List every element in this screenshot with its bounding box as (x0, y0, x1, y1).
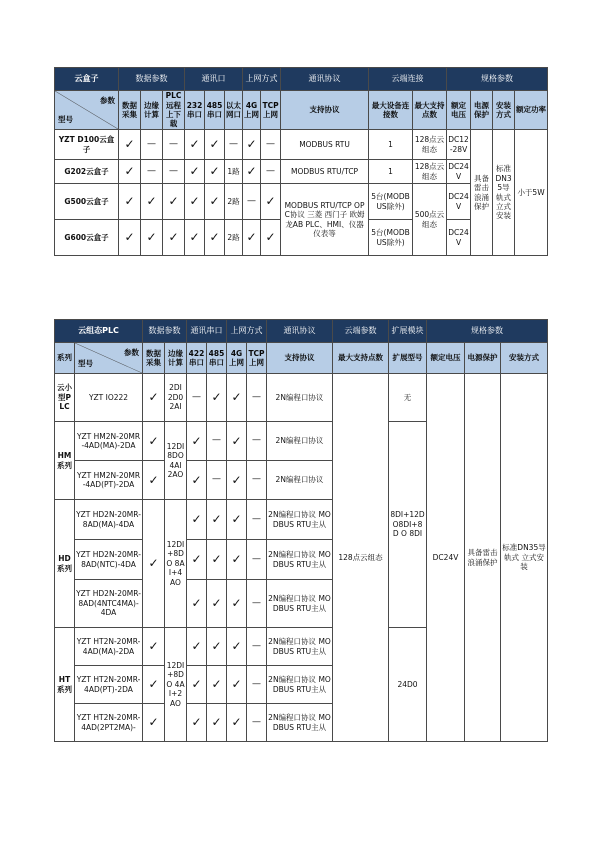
check-icon: ✓ (119, 160, 141, 184)
header-proto: 支持协议 (267, 343, 333, 374)
header-232: 232串口 (185, 91, 205, 130)
model-param-header (55, 91, 119, 130)
maxpts-cell: 128点云组态 (413, 130, 447, 160)
series-hm: HM系列 (55, 422, 75, 500)
check-icon: ✓ (143, 500, 165, 628)
model-g202: G202云盒子 (55, 160, 119, 184)
header-4g: 4G上网 (227, 343, 247, 374)
check-icon: ✓ (119, 220, 141, 256)
check-icon: ✓ (187, 704, 207, 742)
group-expansion: 扩展模块 (389, 320, 427, 343)
header-maxdev: 最大设备连接数 (369, 91, 413, 130)
dash-icon: — (247, 628, 267, 666)
header-485: 485串口 (205, 91, 225, 130)
model-cell: YZT HD2N-20MR-8AD(NTC)-4DA (75, 540, 143, 580)
model-cell: YZT HT2N-20MR-4AD(2PT2MA)- (75, 704, 143, 742)
header-volt: 额定电压 (427, 343, 465, 374)
series-cloud-plc: 云小型PLC (55, 374, 75, 422)
dash-icon: — (247, 461, 267, 500)
model-cell: YZT HD2N-20MR-8AD(MA)-4DA (75, 500, 143, 540)
check-icon: ✓ (261, 220, 281, 256)
series-hd: HD系列 (55, 500, 75, 628)
header-proto: 支持协议 (281, 91, 369, 130)
group-cloud: 云端参数 (333, 320, 389, 343)
check-icon: ✓ (185, 184, 205, 220)
dash-icon: — (247, 704, 267, 742)
check-icon: ✓ (205, 160, 225, 184)
check-icon: ✓ (163, 220, 185, 256)
check-icon: ✓ (207, 374, 227, 422)
exp-cell: 无 (389, 374, 427, 422)
model-param-header (75, 343, 143, 374)
proto-cell: 2N编程口协议 MODBUS RTU主从 (267, 666, 333, 704)
maxdev-cell: 1 (369, 160, 413, 184)
proto-cell: MODBUS RTU/TCP (281, 160, 369, 184)
check-icon: ✓ (243, 130, 261, 160)
group-protocol: 通讯协议 (267, 320, 333, 343)
exp-cell: 24D0 (389, 628, 427, 742)
dash-icon: — (261, 160, 281, 184)
group-spec: 规格参数 (427, 320, 548, 343)
maxpts-cell: 500点云组态 (413, 184, 447, 256)
check-icon: ✓ (187, 540, 207, 580)
eth-cell: 2路 (225, 220, 243, 256)
header-prot: 电源保护 (471, 91, 493, 130)
check-icon: ✓ (185, 220, 205, 256)
mount-cell: 标准DN35导轨式立式安装 (493, 130, 515, 256)
header-maxpts: 最大支持点数 (333, 343, 389, 374)
group-cloud: 云端连接 (369, 68, 447, 91)
check-icon: ✓ (227, 666, 247, 704)
check-icon: ✓ (187, 628, 207, 666)
check-icon: ✓ (227, 580, 247, 628)
header-422: 422串口 (187, 343, 207, 374)
check-icon: ✓ (143, 704, 165, 742)
check-icon: ✓ (227, 628, 247, 666)
proto-cell: 2N编程口协议 MODBUS RTU主从 (267, 540, 333, 580)
eth-cell: 2路 (225, 184, 243, 220)
header-model: 型号 (78, 358, 93, 368)
dash-icon: — (243, 184, 261, 220)
check-icon: ✓ (207, 628, 227, 666)
maxdev-cell: 5台(MODBUS除外) (369, 220, 413, 256)
check-icon: ✓ (143, 628, 165, 666)
edge-cell: 12DI 8DO 4AI 2AO (165, 422, 187, 500)
header-model: 型号 (58, 114, 73, 124)
check-icon: ✓ (143, 461, 165, 500)
check-icon: ✓ (261, 184, 281, 220)
check-icon: ✓ (207, 704, 227, 742)
proto-cell: 2N编程口协议 MODBUS RTU主从 (267, 500, 333, 540)
maxdev-cell: 1 (369, 130, 413, 160)
mount-cell: 标准DN35导轨式 立式安装 (501, 374, 548, 742)
check-icon: ✓ (227, 461, 247, 500)
dash-icon: — (207, 422, 227, 461)
maxdev-cell: 5台(MODBUS除外) (369, 184, 413, 220)
check-icon: ✓ (207, 666, 227, 704)
header-exp: 扩展型号 (389, 343, 427, 374)
proto-cell: 2N编程口协议 MODBUS RTU主从 (267, 628, 333, 666)
dash-icon: — (187, 374, 207, 422)
dash-icon: — (163, 130, 185, 160)
dash-icon: — (247, 422, 267, 461)
header-tcp: TCP上网 (247, 343, 267, 374)
volt-cell: DC24V (427, 374, 465, 742)
cloud-plc-table (54, 319, 548, 742)
dash-icon: — (261, 130, 281, 160)
power-cell: 小于5W (515, 130, 548, 256)
header-485: 485串口 (207, 343, 227, 374)
group-comm-ports: 通讯口 (185, 68, 243, 91)
dash-icon: — (247, 540, 267, 580)
volt-cell: DC24V (447, 184, 471, 220)
check-icon: ✓ (207, 540, 227, 580)
header-edge: 边缘计算 (165, 343, 187, 374)
table-title: 云盒子 (55, 68, 119, 91)
volt-cell: DC24V (447, 160, 471, 184)
table-row (55, 374, 548, 422)
proto-cell: 2N编程口协议 MODBUS RTU主从 (267, 704, 333, 742)
edge-cell: 12DI +8D O 4AI+2 AO (165, 628, 187, 742)
proto-cell: 2N编程口协议 (267, 422, 333, 461)
check-icon: ✓ (187, 422, 207, 461)
proto-cell: 2N编程口协议 (267, 461, 333, 500)
check-icon: ✓ (185, 130, 205, 160)
volt-cell: DC12-28V (447, 130, 471, 160)
cloud-box-table (54, 67, 548, 256)
group-network: 上网方式 (227, 320, 267, 343)
dash-icon: — (247, 666, 267, 704)
model-g600: G600云盒子 (55, 220, 119, 256)
eth-cell: — (225, 130, 243, 160)
check-icon: ✓ (187, 666, 207, 704)
group-serial: 通讯串口 (187, 320, 227, 343)
group-data-params: 数据参数 (119, 68, 185, 91)
group-header-row (55, 320, 548, 343)
dash-icon: — (247, 374, 267, 422)
header-mount: 安装方式 (493, 91, 515, 130)
proto-cell: MODBUS RTU/TCP OPC协议 三菱 西门子 欧姆龙AB PLC、HMI、仪器仪表等 (281, 184, 369, 256)
dash-icon: — (141, 130, 163, 160)
model-g500: G500云盒子 (55, 184, 119, 220)
table-row (55, 130, 548, 160)
maxpts-cell: 128点云组态 (333, 374, 389, 742)
group-protocol: 通讯协议 (281, 68, 369, 91)
dash-icon: — (247, 500, 267, 540)
group-header-row (55, 68, 548, 91)
header-volt: 额定电压 (447, 91, 471, 130)
check-icon: ✓ (205, 184, 225, 220)
check-icon: ✓ (163, 184, 185, 220)
dash-icon: — (207, 461, 227, 500)
model-cell: YZT HM2N-20MR-4AD(PT)-2DA (75, 461, 143, 500)
proto-cell: 2N编程口协议 (267, 374, 333, 422)
header-param: 参数 (124, 348, 139, 357)
check-icon: ✓ (141, 184, 163, 220)
check-icon: ✓ (119, 184, 141, 220)
check-icon: ✓ (141, 220, 163, 256)
group-spec: 规格参数 (447, 68, 548, 91)
check-icon: ✓ (227, 500, 247, 540)
model-cell: YZT HD2N-20MR-8AD(4NTC4MA)-4DA (75, 580, 143, 628)
proto-cell: MODBUS RTU (281, 130, 369, 160)
prot-cell: 具备雷击浪涌保护 (465, 374, 501, 742)
exp-cell: 8DI+12D O8DI+8D O 8DI (389, 422, 427, 628)
maxpts-cell: 128点云组态 (413, 160, 447, 184)
proto-cell: 2N编程口协议 MODBUS RTU主从 (267, 580, 333, 628)
check-icon: ✓ (205, 220, 225, 256)
check-icon: ✓ (187, 580, 207, 628)
check-icon: ✓ (187, 500, 207, 540)
header-power: 额定功率 (515, 91, 548, 130)
header-eth: 以太网口 (225, 91, 243, 130)
check-icon: ✓ (143, 422, 165, 461)
model-cell: YZT IO222 (75, 374, 143, 422)
check-icon: ✓ (243, 220, 261, 256)
header-plc: PLC远程上下载 (163, 91, 185, 130)
model-d100: YZT D100云盒子 (55, 130, 119, 160)
header-param: 参数 (100, 96, 115, 105)
dash-icon: — (247, 580, 267, 628)
check-icon: ✓ (227, 540, 247, 580)
header-4g: 4G上网 (243, 91, 261, 130)
model-cell: YZT HT2N-20MR-4AD(PT)-2DA (75, 666, 143, 704)
table-title: 云组态PLC (55, 320, 143, 343)
model-cell: YZT HT2N-20MR-4AD(MA)-2DA (75, 628, 143, 666)
header-edge: 边缘计算 (141, 91, 163, 130)
check-icon: ✓ (185, 160, 205, 184)
check-icon: ✓ (227, 374, 247, 422)
check-icon: ✓ (119, 130, 141, 160)
header-series: 系列 (55, 343, 75, 374)
column-header-row (55, 91, 548, 130)
series-ht: HT系列 (55, 628, 75, 742)
check-icon: ✓ (207, 500, 227, 540)
check-icon: ✓ (143, 666, 165, 704)
eth-cell: 1路 (225, 160, 243, 184)
dash-icon: — (163, 160, 185, 184)
check-icon: ✓ (205, 130, 225, 160)
edge-cell: 12DI +8D O 8AI+4 AO (165, 500, 187, 628)
group-network: 上网方式 (243, 68, 281, 91)
volt-cell: DC24V (447, 220, 471, 256)
check-icon: ✓ (243, 160, 261, 184)
header-mount: 安装方式 (501, 343, 548, 374)
model-cell: YZT HM2N-20MR-4AD(MA)-2DA (75, 422, 143, 461)
header-maxpts: 最大支持点数 (413, 91, 447, 130)
header-prot: 电源保护 (465, 343, 501, 374)
edge-cell: 2DI 2D0 2AI (165, 374, 187, 422)
check-icon: ✓ (143, 374, 165, 422)
group-data-params: 数据参数 (143, 320, 187, 343)
prot-cell: 具备雷击浪涌保护 (471, 130, 493, 256)
header-acq: 数据采集 (119, 91, 141, 130)
check-icon: ✓ (227, 704, 247, 742)
header-tcp: TCP上网 (261, 91, 281, 130)
check-icon: ✓ (187, 461, 207, 500)
column-header-row (55, 343, 548, 374)
header-acq: 数据采集 (143, 343, 165, 374)
check-icon: ✓ (227, 422, 247, 461)
check-icon: ✓ (207, 580, 227, 628)
dash-icon: — (141, 160, 163, 184)
